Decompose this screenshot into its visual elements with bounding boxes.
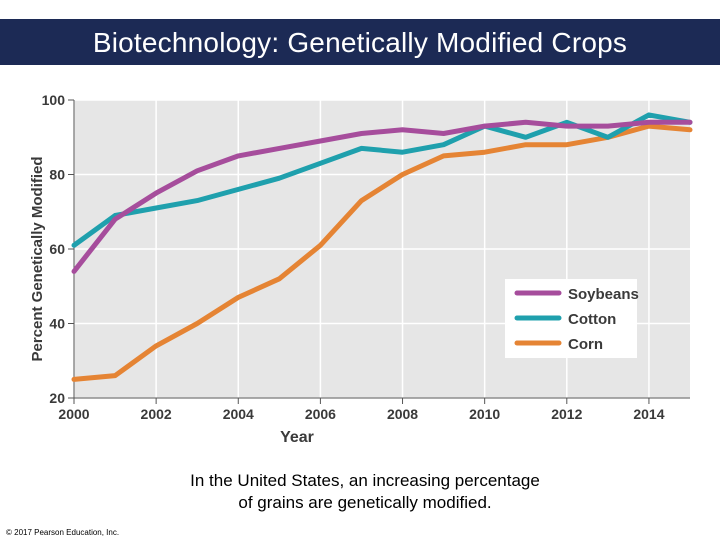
y-tick-label: 100 xyxy=(41,92,65,108)
chart-container xyxy=(0,80,720,460)
title-bar xyxy=(0,19,720,65)
copyright-notice: © 2017 Pearson Education, Inc. xyxy=(6,528,120,537)
legend-label: Soybeans xyxy=(568,286,639,303)
x-tick-label: 2002 xyxy=(140,406,172,422)
line-chart xyxy=(0,80,720,460)
x-tick-label: 2014 xyxy=(633,406,665,422)
slide-title: Biotechnology: Genetically Modified Crops xyxy=(92,27,628,58)
x-axis-title: Year xyxy=(280,429,314,446)
y-tick-label: 80 xyxy=(49,166,65,183)
x-tick-label: 2004 xyxy=(222,406,254,422)
caption xyxy=(110,470,620,514)
y-tick-label: 40 xyxy=(49,315,65,332)
legend-label: Cotton xyxy=(568,311,617,328)
x-tick-label: 2008 xyxy=(386,406,419,422)
x-tick-label: 2000 xyxy=(58,406,90,422)
caption-line-2: of grains are genetically modified. xyxy=(238,493,492,512)
x-tick-label: 2010 xyxy=(469,406,501,422)
y-tick-label: 60 xyxy=(49,241,65,257)
legend-label: Corn xyxy=(568,336,603,353)
caption-line-1: In the United States, an increasing percentage xyxy=(190,471,540,490)
y-axis-title: Percent Genetically Modified xyxy=(29,156,46,362)
legend xyxy=(505,279,639,358)
y-tick-label: 20 xyxy=(49,390,65,406)
x-tick-label: 2012 xyxy=(551,406,583,422)
x-tick-label: 2006 xyxy=(304,406,336,422)
